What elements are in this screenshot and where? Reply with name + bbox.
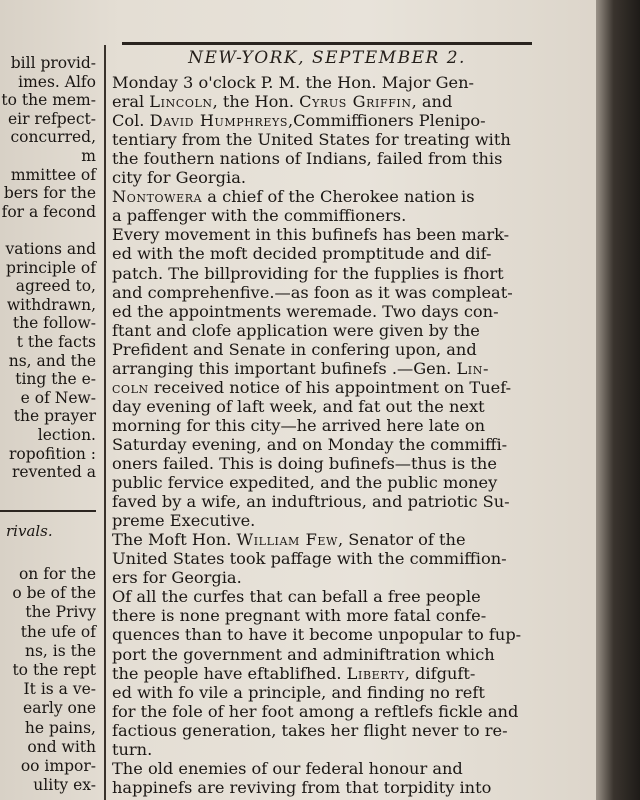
article-text: preme Executive. <box>112 511 256 531</box>
left-column-line: ns, is the <box>24 641 96 660</box>
article-text: United States took paffage with the commiffion- <box>112 549 507 569</box>
small-caps-name: coln <box>112 377 149 397</box>
article-text: faved by a wife, an induftrious, and patriotic Su- <box>112 492 510 512</box>
article-text: ers for Georgia. <box>112 568 242 588</box>
article-text: The old enemies of our federal honour and <box>112 758 463 778</box>
article-line <box>112 625 552 644</box>
left-column-line: ulity ex- <box>33 776 96 795</box>
left-column-line: withdrawn, <box>6 295 96 314</box>
article-text: Saturday evening, and on Monday the commiffi- <box>112 434 508 454</box>
small-caps-name: Lincoln <box>149 92 213 112</box>
left-column-line: bers for the <box>3 184 96 203</box>
article-text: city for Georgia. <box>112 168 246 188</box>
article-text: ed with fo vile a principle, and finding no reft <box>112 682 485 702</box>
article-line <box>112 702 552 721</box>
article-text: day evening of laft week, and fat out the next <box>112 396 485 416</box>
article-line <box>112 492 552 511</box>
article-text: arranging this important bufinefs .—Gen. <box>112 358 457 378</box>
left-column-line: e of New- <box>20 388 96 407</box>
left-column-line: ropofition : <box>9 444 96 463</box>
article-line <box>112 359 552 378</box>
article-line <box>112 321 552 340</box>
column-divider <box>104 45 106 800</box>
article-text: received notice of his appointment on Tuef- <box>148 377 512 397</box>
article-line <box>112 664 552 683</box>
left-column-line: It is a ve- <box>23 680 96 699</box>
article-line <box>112 454 552 473</box>
article-text: the people have eftablifhed. <box>112 663 347 683</box>
article-line <box>112 149 552 168</box>
article-text: Of all the curfes that can befall a free people <box>112 587 481 607</box>
left-column-line: to the rept <box>12 661 96 679</box>
article-text: patch. The billproviding for the fupplies is fhort <box>112 263 504 283</box>
article-line <box>112 511 552 530</box>
article-line <box>112 187 552 206</box>
article-text: turn. <box>112 739 153 759</box>
left-column-line: imes. Alfo <box>18 72 96 91</box>
article-text: tentiary from the United States for treating with <box>112 130 511 150</box>
left-column-line: early one <box>23 699 96 718</box>
article-line <box>112 587 552 606</box>
left-column-line: mmittee of <box>10 165 96 184</box>
article-text: happinefs are reviving from that torpidity into <box>112 777 492 797</box>
article-text: the fouthern nations of Indians, failed from this <box>112 149 503 169</box>
article-line <box>112 73 552 92</box>
article-text: eral <box>112 92 150 112</box>
article-line <box>112 340 552 359</box>
article-text: ed with the moft decided promptitude and dif- <box>112 244 492 264</box>
article-line <box>112 397 552 416</box>
article-text: Monday 3 o'clock P. M. the Hon. Major Gen- <box>112 73 474 92</box>
left-column-line: ond with <box>27 737 96 756</box>
article-text: , difguft- <box>404 663 476 683</box>
article-text: Every movement in this bufinefs has been mark- <box>112 225 510 245</box>
left-column-line: the ufe of <box>20 622 96 641</box>
article-text: oners failed. This is doing bufinefs—thus is the <box>112 454 497 473</box>
right-column <box>112 38 554 800</box>
left-column-line: t the facts <box>16 333 96 351</box>
page-edge-shadow <box>596 0 640 800</box>
article-line <box>112 206 552 225</box>
article-line <box>112 302 552 321</box>
article-line <box>112 244 552 263</box>
small-caps-name: Lin- <box>456 358 490 378</box>
left-column-line: to the mem- <box>1 91 96 110</box>
left-column-line: he pains, <box>24 718 96 737</box>
article-text: , the Hon. <box>212 92 300 112</box>
article-line <box>112 378 552 397</box>
article-text: port the government and adminiftration which <box>112 644 495 664</box>
article-line <box>112 606 552 625</box>
article-line <box>112 645 552 664</box>
article-line <box>112 111 552 130</box>
left-column-line: lection. <box>37 426 96 444</box>
article-text: public fervice expedited, and the public money <box>112 473 498 493</box>
article-text: , and <box>411 92 453 112</box>
article-line <box>112 283 552 302</box>
article-line <box>112 435 552 454</box>
left-column-line: eir refpect- <box>7 109 96 128</box>
left-column-line: for a fecond <box>1 202 96 221</box>
left-column-line: the prayer <box>13 407 96 426</box>
article-line <box>112 759 552 778</box>
article-text: Prefident and Senate in confering upon, and <box>112 339 477 359</box>
left-column-line: on for the <box>18 565 96 583</box>
left-column-line: revented a <box>12 463 96 482</box>
article-text: ftant and clofe application were given by the <box>112 320 480 340</box>
small-caps-name: Nontowera <box>112 187 203 207</box>
left-column-line: m <box>81 147 96 165</box>
article-text: quences than to have it become unpopular to fup- <box>112 625 522 645</box>
article-text: factious generation, takes her flight never to re- <box>112 720 508 740</box>
left-column-line: the follow- <box>12 314 96 333</box>
left-column-line: principle of <box>6 258 96 277</box>
dateline: NEW-YORK, SEPTEMBER 2. <box>188 48 466 68</box>
header-rule <box>122 42 532 45</box>
left-column-line: vations and <box>5 240 96 258</box>
left-column <box>0 40 100 800</box>
article-text: , Senator of the <box>337 530 466 550</box>
left-column-line: oo impor- <box>20 757 96 775</box>
article-line <box>112 740 552 759</box>
article-text: for the fole of her foot among a reftlefs fickle and <box>112 701 519 721</box>
article-text: Col. <box>112 111 150 131</box>
left-column-line: agreed to, <box>15 277 96 296</box>
left-column-line: concurred, <box>10 128 96 147</box>
article-line <box>112 92 552 111</box>
article-line <box>112 264 552 283</box>
article-text: ed the appointments weremade. Two days con- <box>112 301 499 321</box>
small-caps-name: Liberty <box>346 663 405 683</box>
article-text: there is none pregnant with more fatal confe- <box>112 606 487 626</box>
left-column-section-heading: rivals. <box>6 522 53 540</box>
article-line <box>112 568 552 587</box>
small-caps-name: David Humphreys <box>149 111 288 131</box>
article-line <box>112 683 552 702</box>
article-text: and comprehenfive.—as foon as it was compleat- <box>112 282 513 302</box>
article-text: morning for this city—he arrived here late on <box>112 415 486 435</box>
left-column-line: ting the e- <box>15 370 96 389</box>
article-text: a chief of the Cherokee nation is <box>202 187 475 207</box>
article-line <box>112 778 552 797</box>
article-text: ,Commiffioners Plenipo- <box>288 111 486 131</box>
article-line <box>112 130 552 149</box>
left-column-line: o be of the <box>12 584 96 603</box>
article-text: a paffenger with the commiffioners. <box>112 206 407 226</box>
left-column-line: the Privy <box>25 603 96 622</box>
article-line <box>112 721 552 740</box>
small-caps-name: William Few <box>236 530 338 550</box>
article-line <box>112 549 552 568</box>
left-column-line: ns, and the <box>8 351 96 370</box>
left-column-section-rule <box>0 510 96 512</box>
article-line <box>112 473 552 492</box>
article-line <box>112 530 552 549</box>
article-text: The Moft Hon. <box>112 530 237 550</box>
article-line <box>112 168 552 187</box>
small-caps-name: Cyrus Griffin <box>299 92 412 112</box>
article-line <box>112 416 552 435</box>
left-column-line: bill provid- <box>10 54 96 72</box>
article-line <box>112 225 552 244</box>
